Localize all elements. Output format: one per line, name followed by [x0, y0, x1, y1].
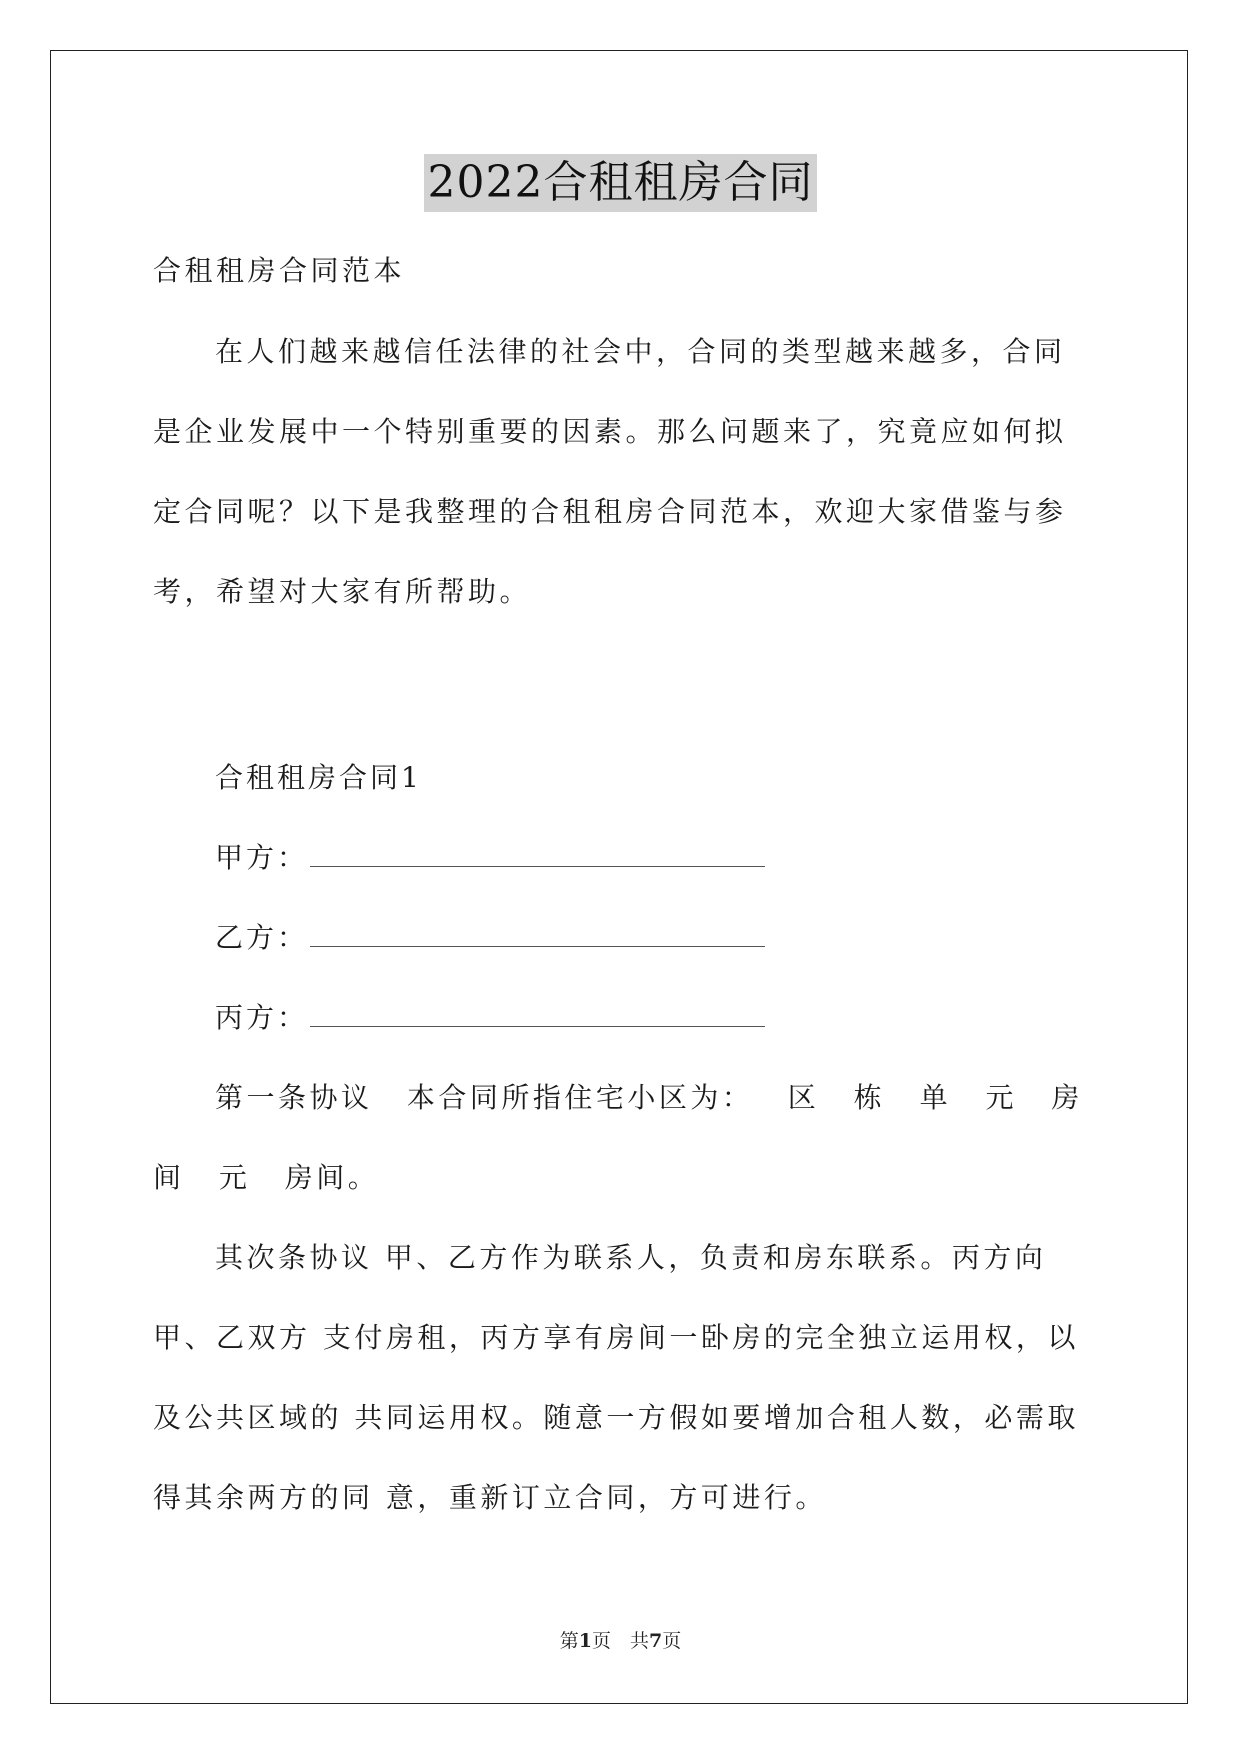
footer-total-pages: 7 — [649, 1630, 663, 1652]
party-b-label: 乙方： — [215, 921, 309, 954]
party-c-line — [215, 998, 765, 1038]
party-a-line — [215, 838, 765, 878]
page-footer — [0, 1626, 1241, 1653]
party-a-label: 甲方： — [215, 841, 309, 874]
clause-1: 第一条协议 本合同所指住宅小区为： 区 栋 单 元 房间 元 房间。 — [153, 1081, 1083, 1194]
party-c-label: 丙方： — [215, 1001, 309, 1034]
document-title: 2022合租租房合同 — [424, 154, 818, 212]
title-container — [0, 154, 1241, 212]
footer-mid: 页 共 — [591, 1630, 649, 1652]
party-b-line — [215, 918, 765, 958]
footer-prefix: 第 — [559, 1630, 579, 1652]
subtitle: 合租租房合同范本 — [153, 254, 406, 287]
section-heading: 合租租房合同1 — [215, 761, 422, 794]
party-b-blank — [310, 918, 765, 947]
footer-suffix: 页 — [662, 1630, 682, 1652]
party-c-blank — [310, 998, 765, 1027]
party-a-blank — [310, 838, 765, 867]
clause-2: 其次条协议 甲、乙方作为联系人，负责和房东联系。丙方向甲、乙双方 支付房租，丙方享有房间一卧房的完全独立运用权，以及公共区域的 共同运用权。随意一方假如要增加合租人数，必需取得其余两方的同 意，重新订立合同，方可进行。 — [153, 1241, 1079, 1514]
footer-current-page: 1 — [578, 1630, 592, 1652]
intro-paragraph: 在人们越来越信任法律的社会中，合同的类型越来越多，合同是企业发展中一个特别重要的因素。那么问题来了，究竟应如何拟定合同呢？以下是我整理的合租租房合同范本，欢迎大家借鉴与参考，希望对大家有所帮助。 — [153, 335, 1067, 608]
